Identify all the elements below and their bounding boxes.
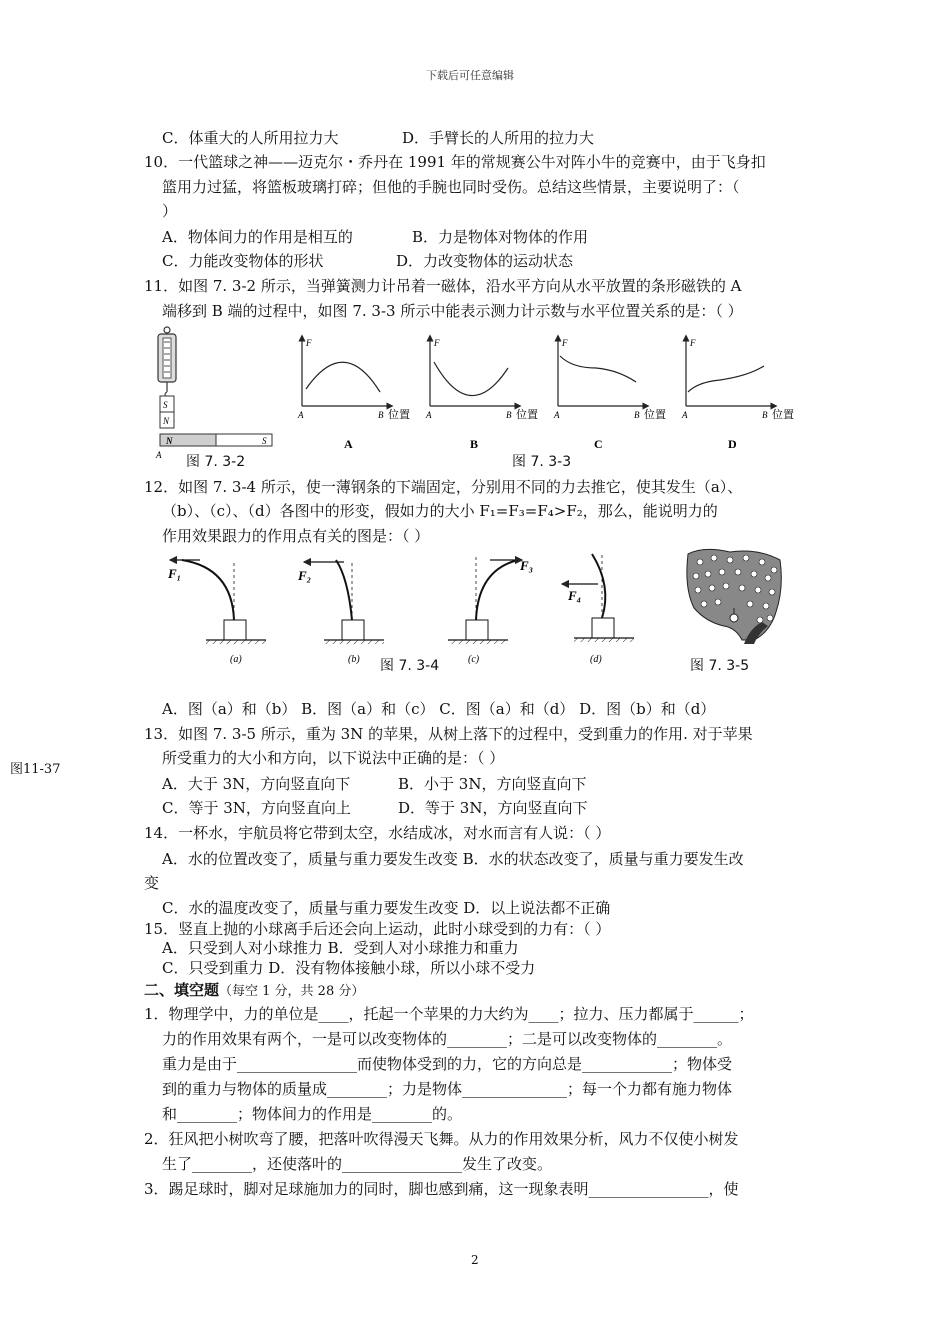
q10-option-a: A．物体间力的作用是相互的 bbox=[162, 228, 353, 246]
panel-c bbox=[448, 556, 533, 665]
q15-options-cd: C．只受到重力 D．没有物体接触小球，所以小球不受力 bbox=[162, 959, 536, 977]
force-f4-label: F₄ bbox=[568, 588, 582, 603]
panel-c-label: (c) bbox=[468, 654, 480, 665]
fill-2-line1: 2．狂风把小树吹弯了腰，把落叶吹得漫天飞舞。从力的作用效果分析，风力不仅使小树发 bbox=[144, 1130, 739, 1148]
graph-a-letter: A bbox=[344, 437, 353, 451]
q11-line2: 端移到 B 端的过程中，如图 7. 3-3 所示中能表示测力计示数与水平位置关系的是：（ ） bbox=[162, 302, 743, 320]
q11-line1: 11．如图 7. 3-2 所示，当弹簧测力计吊着一磁体，沿水平方向从水平放置的条形磁铁的 A bbox=[144, 277, 742, 295]
q10-option-d: D．力改变物体的运动状态 bbox=[396, 252, 574, 270]
graph-a bbox=[297, 338, 410, 451]
q10-line1: 10．一代篮球之神——迈克尔・乔丹在 1991 年的常规赛公牛对阵小牛的竞赛中，由于飞身扣 bbox=[144, 153, 766, 171]
q13-option-b: B．小于 3N，方向竖直向下 bbox=[398, 775, 587, 793]
q15-line1: 15．竖直上抛的小球离手后还会向上运动，此时小球受到的力有：（ ） bbox=[144, 920, 611, 938]
graph-c-axis-label: 位置 bbox=[644, 409, 666, 421]
panel-b-label: (b) bbox=[348, 654, 360, 665]
graph-b-b-label: B bbox=[506, 410, 512, 420]
q9-option-c: C．体重大的人所用拉力大 bbox=[162, 129, 339, 147]
q12-line2: （b）、（c）、（d）各图中的形变，假如力的大小 F₁=F₃=F₄>F₂，那么，能说明力的 bbox=[162, 502, 718, 520]
q12-line3: 作用效果跟力的作用点有关的图是：（ ） bbox=[162, 527, 430, 545]
force-f2-label: F₂ bbox=[298, 568, 312, 583]
panel-b bbox=[297, 560, 384, 665]
apple-tree-figure bbox=[684, 548, 784, 648]
panel-d bbox=[562, 554, 634, 665]
q14-line1: 14．一杯水，宇航员将它带到太空，水结成冰，对水而言有人说：（ ） bbox=[144, 824, 611, 842]
q14-options-ab-cont: 变 bbox=[144, 874, 160, 892]
fill-1-line5: 和________；物体间力的作用是________的。 bbox=[162, 1105, 463, 1123]
q9-option-d: D．手臂长的人所用的拉力大 bbox=[402, 129, 595, 147]
q12-options: A．图（a）和（b） B．图（a）和（c） C．图（a）和（d） D．图（b）和（d） bbox=[162, 700, 716, 718]
graph-c-f-label: F bbox=[562, 338, 568, 348]
graph-c-letter: C bbox=[594, 437, 603, 451]
force-position-graphs bbox=[296, 334, 796, 454]
graph-d-f-label: F bbox=[690, 338, 696, 348]
section-2-heading bbox=[144, 980, 364, 1002]
q13-option-d: D．等于 3N，方向竖直向下 bbox=[398, 799, 588, 817]
bar-magnet-n: N bbox=[166, 436, 173, 446]
fill-3-line1: 3．踢足球时，脚对足球施加力的同时，脚也感到痛，这一现象表明________________，使 bbox=[144, 1180, 739, 1198]
graph-b-f-label: F bbox=[434, 338, 440, 348]
figure-7-3-2-caption: 图 7. 3-2 bbox=[186, 454, 246, 470]
graph-a-b-label: B bbox=[378, 410, 384, 420]
q13-option-a: A．大于 3N，方向竖直向下 bbox=[162, 775, 351, 793]
hanging-magnet-s: S bbox=[163, 400, 168, 410]
figure-7-3-3-caption: 图 7. 3-3 bbox=[512, 454, 572, 470]
panel-d-label: (d) bbox=[590, 654, 602, 665]
graph-d-origin-label: A bbox=[682, 410, 688, 420]
graph-b-letter: B bbox=[470, 437, 479, 451]
fill-2-line2: 生了________，还使落叶的________________发生了改变。 bbox=[162, 1155, 553, 1173]
graph-b-origin-label: A bbox=[426, 410, 432, 420]
graph-a-axis-label: 位置 bbox=[388, 409, 410, 421]
fill-1-line2: 力的作用效果有两个，一是可以改变物体的________；二是可以改变物体的________。 bbox=[162, 1030, 733, 1048]
bar-magnet-s: S bbox=[262, 436, 267, 446]
graph-b bbox=[425, 338, 538, 451]
force-f1-label: F₁ bbox=[168, 566, 182, 581]
q13-line1: 13．如图 7. 3-5 所示，重为 3N 的苹果，从树上落下的过程中，受到重力的作用. 对于苹果 bbox=[144, 725, 753, 743]
figure-7-3-4-caption: 图 7. 3-4 bbox=[380, 658, 440, 674]
section-2-note: （每空 1 分，共 28 分） bbox=[219, 984, 365, 999]
graph-d-axis-label: 位置 bbox=[772, 409, 794, 421]
page-number: 2 bbox=[471, 1253, 479, 1267]
panel-a-label: (a) bbox=[230, 654, 242, 665]
panel-a bbox=[167, 560, 266, 665]
q10-line3: ） bbox=[162, 202, 178, 220]
steel-strip-figure bbox=[160, 548, 640, 670]
graph-c-origin-label: A bbox=[554, 410, 560, 420]
fill-1-line4: 到的重力与物体的质量成________；力是物体______________；每一个力都有施力物体 bbox=[162, 1080, 733, 1098]
graph-d-letter: D bbox=[728, 437, 737, 451]
section-2-title: 二、填空题 bbox=[144, 981, 220, 999]
q14-options-cd: C．水的温度改变了，质量与重力要发生改变 D．以上说法都不正确 bbox=[162, 899, 611, 917]
q10-option-c: C．力能改变物体的形状 bbox=[162, 252, 324, 270]
graph-a-origin-label: A bbox=[298, 410, 304, 420]
q13-option-c: C．等于 3N，方向竖直向上 bbox=[162, 799, 351, 817]
point-a-label: A bbox=[156, 450, 162, 460]
q14-options-ab: A．水的位置改变了，质量与重力要发生改变 B．水的状态改变了，质量与重力要发生改 bbox=[162, 850, 744, 868]
side-note: 图11-37 bbox=[10, 762, 61, 777]
q10-option-b: B．力是物体对物体的作用 bbox=[412, 228, 589, 246]
graph-c-b-label: B bbox=[634, 410, 640, 420]
spring-scale-magnet-figure bbox=[152, 326, 282, 462]
graph-d-b-label: B bbox=[762, 410, 768, 420]
graph-b-axis-label: 位置 bbox=[516, 409, 538, 421]
q15-options-ab: A．只受到人对小球推力 B．受到人对小球推力和重力 bbox=[162, 939, 519, 957]
q10-line2: 篮用力过猛，将篮板玻璃打碎；但他的手腕也同时受伤。总结这些情景，主要说明了：（ bbox=[162, 178, 740, 196]
graph-c bbox=[553, 338, 666, 451]
figure-7-3-5-caption: 图 7. 3-5 bbox=[690, 658, 750, 674]
header-note: 下载后可任意编辑 bbox=[426, 69, 514, 82]
graph-a-f-label: F bbox=[306, 338, 312, 348]
fill-1-line3: 重力是由于________________而使物体受到的力，它的方向总是____________；物体受 bbox=[162, 1055, 733, 1073]
q13-line2: 所受重力的大小和方向，以下说法中正确的是：（ ） bbox=[162, 749, 505, 767]
force-f3-label: F₃ bbox=[520, 558, 534, 573]
graph-d bbox=[681, 338, 794, 451]
hanging-magnet-n: N bbox=[163, 416, 170, 426]
q12-line1: 12．如图 7. 3-4 所示，使一薄钢条的下端固定，分别用不同的力去推它，使其发生（a）、 bbox=[144, 478, 743, 496]
fill-1-line1: 1．物理学中，力的单位是____，托起一个苹果的力大约为____；拉力、压力都属于______； bbox=[144, 1005, 754, 1023]
